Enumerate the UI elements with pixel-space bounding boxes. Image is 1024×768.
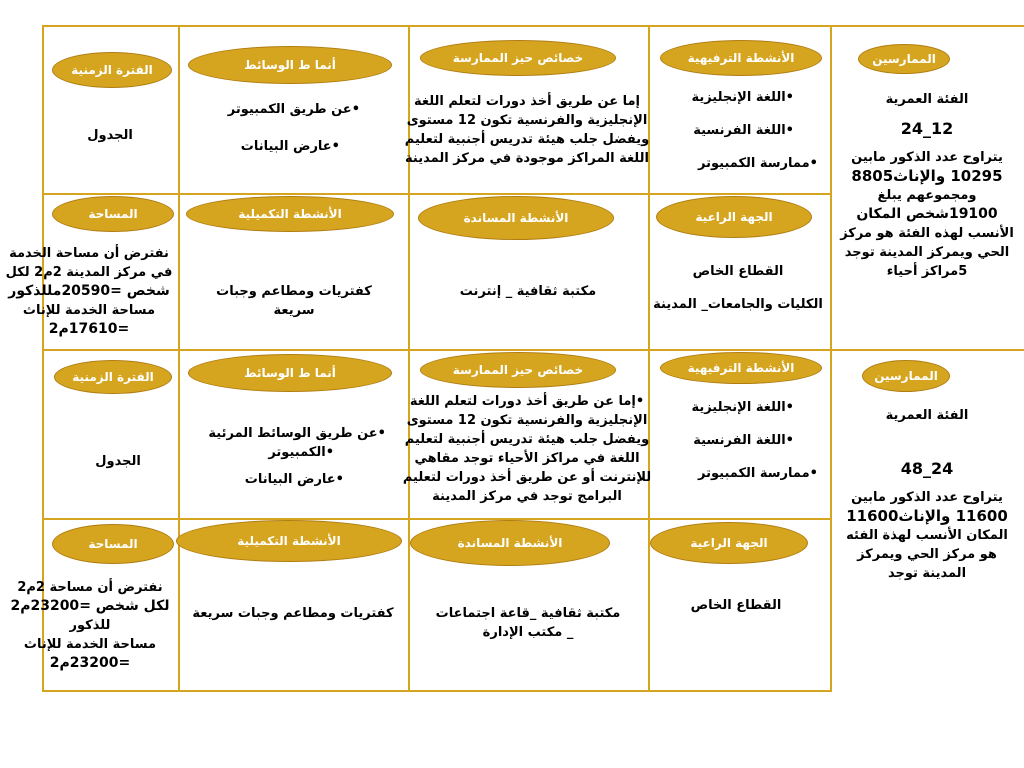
area-line: مساحة الخدمة للإناث [22,303,156,318]
header-practitioners: الممارسين [862,360,950,392]
area-line: مساحة الخدمة للإناث [23,637,157,652]
header-time: الفترة الزمنية [52,52,172,88]
header-area: المساحة [52,524,174,564]
practitioners-line: 24_48 [900,459,954,478]
area-line: نفترض أن مساحة 2م2 [17,580,163,595]
sponsor-text [640,262,836,314]
media-list [190,100,360,156]
practitioners-line: ومجموعهم يبلغ [877,188,977,203]
space-text [392,92,662,168]
list-item: •ممارسة الكمبيوتر [698,466,818,481]
space-line: اللغة المراكز موجودة في مركز المدينة [405,151,649,166]
header-recreation: الأنشطة الترفيهية [660,40,822,76]
list-item: •عن طريق الوسائط المرئية [208,426,386,441]
space-line: للإنترنت أو عن طريق أخذ دورات لتعليم [402,470,652,485]
practitioners-line: 11600 والإناث11600 [846,507,1008,525]
area-text [4,578,176,673]
list-item: •عن طريق الكمبيوتر [227,102,360,117]
header-complementary: الأنشطة التكميلية [186,196,394,232]
list-item: •الكمبيوتر [268,445,334,460]
header-recreation: الأنشطة الترفيهية [660,352,822,384]
header-support: الأنشطة المساندة [418,196,614,240]
complementary-text: كفتريات ومطاعم وجبات سريعة [192,606,394,621]
time-text: الجدول [95,454,141,469]
area-line: =23200م2 [49,655,131,671]
area-line: =17610م2 [48,321,130,337]
practitioners-text [834,90,1020,281]
space-line: إما عن طريق أخذ دورات لتعلم اللغة [413,94,641,109]
complementary-line: سريعة [273,303,315,318]
recreation-list [660,88,820,173]
sponsor-line: الكليات والجامعات_ المدينة [653,297,823,312]
space-line: اللغة في مراكز الأحياء توجد مقاهي [414,451,640,466]
grid-line [830,25,832,692]
media-list [186,424,386,489]
recreation-list [660,398,820,483]
practitioners-line: الحي ويمركز المدينة توجد [844,245,1010,260]
space-line: ويفضل جلب هيئة تدريس أجنبية لتعليم [404,432,650,447]
complementary-text [184,282,404,320]
list-item: •اللغة الفرنسية [693,433,794,448]
practitioners-line: الفئة العمرية [885,408,969,423]
area-line: نفترض أن مساحة الخدمة [9,246,169,261]
header-complementary: الأنشطة التكميلية [176,520,402,562]
list-item: •عارض البيانات [244,472,344,487]
sponsor-line: القطاع الخاص [690,598,782,613]
header-practitioners: الممارسين [858,44,950,74]
space-line: البرامج توجد في مركز المدينة [432,489,622,504]
practitioners-line: 19100شخص المكان [856,206,998,222]
list-item: •اللغة الفرنسية [693,123,794,138]
practitioners-line: 12_24 [900,119,954,138]
sponsor-line: القطاع الخاص [692,264,784,279]
area-line: شخص =20590مللذكور [8,283,170,299]
space-text [392,392,662,506]
header-space: خصائص حيز الممارسة [420,352,616,388]
support-line: مكتبة ثقافية _قاعة اجتماعات [435,606,621,621]
practitioners-line: 5مراكز أحياء [886,264,968,279]
grid-line [42,690,832,692]
sponsor-text [648,596,824,615]
complementary-line: كفتريات ومطاعم وجبات [216,284,372,299]
header-area: المساحة [52,196,174,232]
area-line: لكل شخص =23200م2 [10,598,170,614]
practitioners-line: المدينة توجد [887,566,967,581]
practitioners-line: الأنسب لهذه الفئة هو مركز [840,226,1014,241]
header-time: الفترة الزمنية [54,360,172,394]
practitioners-line: الفئة العمرية [885,92,969,107]
header-media: أنما ط الوسائط [188,354,392,392]
space-line: الإنجليزية والفرنسية تكون 12 مستوى [406,113,648,128]
practitioners-line: المكان الأنسب لهذة الفئه [846,528,1008,543]
support-text: مكتبة ثقافية _ إنترنت [459,284,597,299]
support-text [410,604,646,642]
area-line: في مركز المدينة 2م2 لكل [5,265,173,280]
practitioners-text [834,406,1020,583]
practitioners-line: يتراوح عدد الذكور مابين [851,490,1003,505]
area-text [2,244,176,339]
header-sponsor: الجهة الراعية [656,196,812,238]
list-item: •اللغة الإنجليزية [691,400,794,415]
header-sponsor: الجهة الراعية [650,522,808,564]
list-item: •ممارسة الكمبيوتر [698,156,818,171]
practitioners-line: يتراوح عدد الذكور مابين [851,150,1003,165]
header-media: أنما ط الوسائط [188,46,392,84]
time-text: الجدول [87,128,133,143]
space-line: الإنجليزية والفرنسية تكون 12 مستوى [406,413,648,428]
area-line: للذكور [69,618,111,633]
grid-line [42,193,832,195]
space-line: ويفضل جلب هيئة تدريس أجنبية لتعليم [404,132,650,147]
grid-line [42,518,832,520]
grid-line [178,25,180,692]
header-space: خصائص حيز الممارسة [420,40,616,76]
grid-line [42,25,1024,27]
space-line: •إما عن طريق أخذ دورات لتعلم اللغة [409,394,645,409]
list-item: •اللغة الإنجليزية [691,90,794,105]
practitioners-line: 10295 والإناث8805 [851,167,1003,185]
grid-line [42,349,1024,351]
list-item: •عارض البيانات [240,139,340,154]
support-line: _ مكتب الإدارة [482,625,574,640]
header-support: الأنشطة المساندة [410,520,610,566]
practitioners-line: هو مركز الحي ويمركز [857,547,997,562]
